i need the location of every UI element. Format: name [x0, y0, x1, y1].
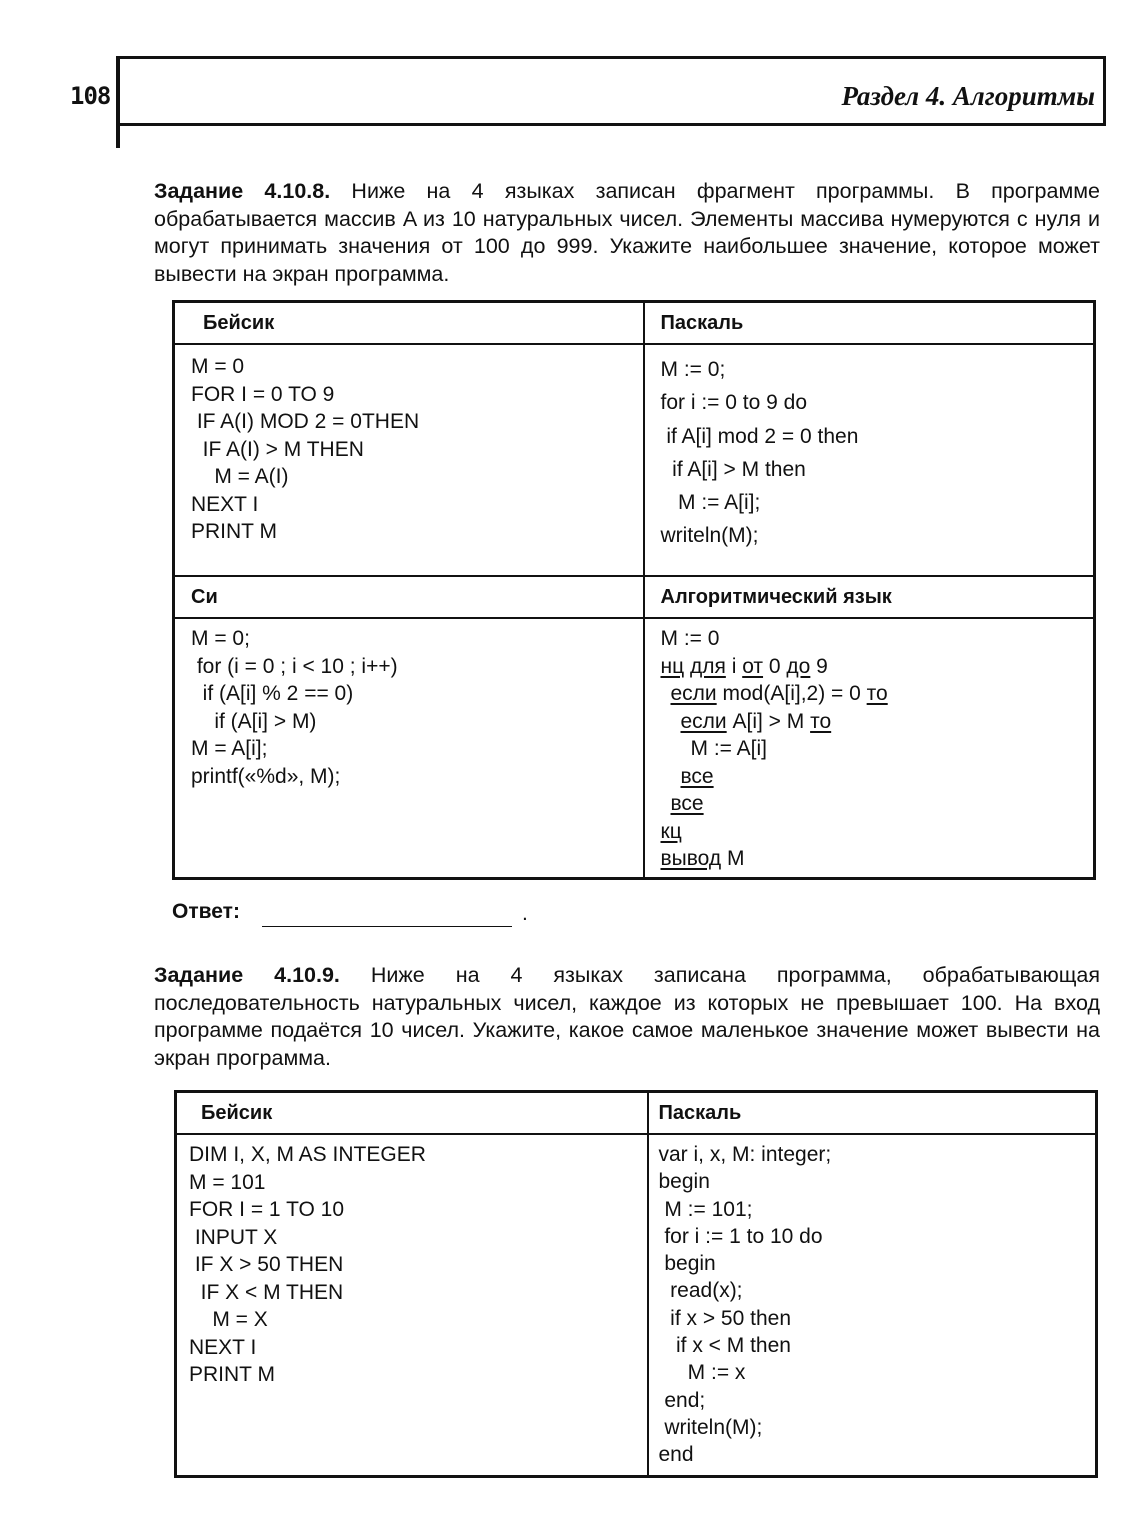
answer-blank-line[interactable]: [262, 926, 512, 927]
page-number: 108: [70, 82, 111, 110]
algo-line: [661, 818, 1094, 846]
algo-keyword: если: [680, 709, 727, 733]
algo-text: A[i] > M: [726, 709, 811, 733]
algo-keyword: все: [670, 792, 704, 815]
header-c: Си: [174, 576, 644, 618]
algo-keyword: все: [680, 764, 714, 788]
pascal-code: var i, x, M: integer; begin M := 101; for i := 1 to 10 do begin read(x); if x > 50 then if x < M then M := x end; writeln(M); end: [658, 1143, 832, 1467]
algo-line: M := 0: [660, 627, 720, 650]
header-pascal: Паскаль: [648, 1092, 1097, 1135]
algo-line: [661, 790, 1094, 818]
pascal-code-cell: [648, 1134, 1097, 1477]
task-4-10-9-statement: [154, 962, 1100, 1072]
pascal-code-cell: [644, 344, 1095, 576]
basic-code-cell: [174, 344, 644, 576]
header-basic: Бейсик: [174, 302, 644, 345]
basic-code: DIM I, X, M AS INTEGER M = 101 FOR I = 1 TO 10 INPUT X IF X > 50 THEN IF X < M THEN M = X NEXT I PRINT M: [189, 1143, 426, 1386]
pascal-code: M := 0; for i := 0 to 9 do if A[i] mod 2 = 0 then if A[i] > M then M := A[i]; writeln(M);: [660, 358, 859, 548]
algo-text: M: [721, 847, 745, 870]
task-number: Задание 4.10.9.: [154, 963, 340, 987]
algo-keyword: от: [742, 654, 764, 678]
algo-line: M := A[i]: [690, 737, 767, 760]
algo-line: [661, 708, 1094, 736]
algo-code-cell: [644, 618, 1095, 879]
task-text: Ниже на 4 языках записан фрагмент программы. В программе обрабатывается массив A из 10 натуральных чисел. Элементы массива нумеруются с нуля и могут принимать значения от 100 до 999. Укажите наибольшее значение, которое может вывести на экран программа.: [154, 179, 1100, 286]
header-basic: Бейсик: [176, 1092, 648, 1135]
algo-keyword: до: [786, 654, 811, 678]
task-4-10-8-statement: [154, 178, 1100, 288]
algo-line: [661, 763, 1094, 791]
algo-code: [661, 625, 1094, 873]
header-frame-tick: [116, 120, 120, 148]
algo-text: mod(A[i],2) = 0: [716, 682, 867, 705]
algo-text: 0: [763, 654, 787, 678]
algo-keyword: то: [866, 682, 888, 705]
task2-code-table: [174, 1090, 1098, 1478]
basic-code-cell: [176, 1134, 648, 1477]
header-algo: Алгоритмический язык: [644, 576, 1095, 618]
algo-line: [661, 653, 1094, 681]
algo-line: [661, 845, 1094, 873]
answer-dot: .: [522, 902, 528, 925]
algo-keyword: вывод: [660, 847, 722, 870]
section-title: Раздел 4. Алгоритмы: [841, 81, 1095, 111]
task-text: Ниже на 4 языках записана программа, обрабатывающая последовательность натуральных чисел, каждое из которых не превышает 100. На вход программе подаётся 10 чисел. Укажите, какое самое маленькое значение может вывести на экран программа.: [154, 963, 1100, 1070]
algo-keyword: нц: [660, 654, 685, 678]
task1-code-table: [172, 300, 1096, 880]
algo-line: [661, 680, 1094, 708]
basic-code: M = 0 FOR I = 0 TO 9 IF A(I) MOD 2 = 0THEN IF A(I) > M THEN M = A(I) NEXT I PRINT M: [191, 355, 420, 543]
task-number: Задание 4.10.8.: [154, 179, 331, 203]
c-code-cell: [174, 618, 644, 879]
page-header-frame: [116, 56, 1106, 126]
algo-keyword: для: [689, 654, 726, 678]
algo-keyword: если: [670, 682, 717, 705]
algo-keyword: то: [810, 709, 832, 733]
algo-keyword: кц: [660, 819, 682, 843]
c-code: M = 0; for (i = 0 ; i < 10 ; i++) if (A[i] % 2 == 0) if (A[i] > M) M = A[i]; printf(«%d», M);: [191, 627, 398, 788]
header-pascal: Паскаль: [644, 302, 1095, 345]
algo-text: i: [725, 654, 743, 678]
algo-text: 9: [810, 654, 828, 678]
answer-label: Ответ:: [172, 900, 240, 923]
